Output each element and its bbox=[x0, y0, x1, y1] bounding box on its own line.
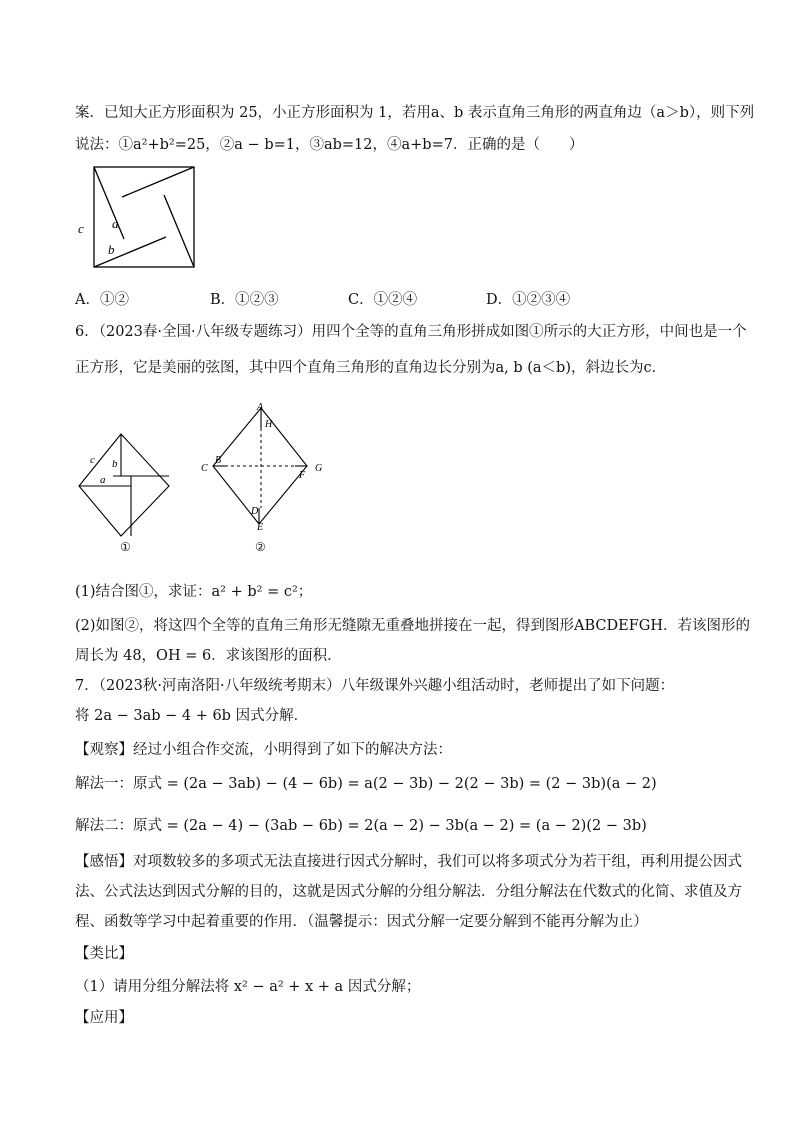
q7-line-2: 将 2a − 3ab − 4 + 6b 因式分解． bbox=[75, 708, 309, 724]
q6-fig2-label-D: D bbox=[251, 506, 259, 517]
q7-method-2: 解法二：原式 = (2a − 4) − (3ab − 6b) = 2(a − 2) − 3b(a − 2) = (a − 2)(2 − 3b) bbox=[75, 818, 647, 834]
q6-caption-2: ② bbox=[255, 540, 266, 554]
q6-fig1-label-c: c bbox=[90, 454, 95, 466]
q5-option-a: A．①② bbox=[75, 292, 129, 308]
q6-caption-1: ① bbox=[120, 540, 131, 554]
q6-fig2-label-H: H bbox=[265, 419, 273, 430]
q6-fig2-label-C: C bbox=[201, 463, 208, 474]
q5-line-2: 说法：①a²+b²=25，②a − b=1，③ab=12，④a+b=7．正确的是（ ） bbox=[75, 137, 584, 153]
q7-insight-1: 【感悟】对项数较多的多项式无法直接进行因式分解时，我们可以将多项式分为若干组，再利用提公因式 bbox=[75, 854, 742, 870]
q5-option-d: D．①②③④ bbox=[486, 292, 571, 308]
q6-fig2-label-B: B bbox=[215, 455, 222, 466]
q5-option-c: C．①②④ bbox=[348, 292, 418, 308]
q7-method-1: 解法一：原式 = (2a − 3ab) − (4 − 6b) = a(2 − 3b) − 2(2 − 3b) = (2 − 3b)(a − 2) bbox=[75, 776, 657, 792]
q6-line-2: 正方形，它是美丽的弦图，其中四个直角三角形的直角边长分别为a, b (a＜b)，斜边长为c． bbox=[75, 360, 667, 376]
q7-analogy-heading: 【类比】 bbox=[75, 946, 133, 962]
q6-line-1: 6．（2023春·全国·八年级专题练习）用四个全等的直角三角形拼成如图①所示的大正方形，中间也是一个 bbox=[75, 324, 747, 340]
q6-sub-1: (1)结合图①，求证：a² + b² = c²； bbox=[75, 584, 313, 600]
q6-fig2-label-F: F bbox=[299, 470, 306, 481]
q7-line-1: 7．（2023秋·河南洛阳·八年级统考期末）八年级课外兴趣小组活动时，老师提出了如下问题： bbox=[75, 678, 675, 694]
q7-observe: 【观察】经过小组合作交流，小明得到了如下的解决方法： bbox=[75, 742, 452, 758]
q7-insight-3: 程、函数等学习中起着重要的作用．（温馨提示：因式分解一定要分解到不能再分解为止） bbox=[75, 914, 648, 930]
q5-label-c: c bbox=[78, 221, 84, 236]
q5-line-1: 案．已知大正方形面积为 25，小正方形面积为 1，若用a、b 表示直角三角形的两直角边（a＞b），则下列 bbox=[75, 105, 755, 121]
q6-figure-1 bbox=[72, 430, 187, 544]
q5-figure bbox=[72, 162, 202, 278]
q7-apply-heading: 【应用】 bbox=[75, 1010, 133, 1026]
q6-fig2-label-A: A bbox=[257, 402, 264, 413]
q7-insight-2: 法、公式法达到因式分解的目的，这就是因式分解的分组分解法．分组分解法在代数式的化简、求值及方 bbox=[75, 884, 742, 900]
q6-figure-2 bbox=[195, 400, 335, 539]
q5-label-a: a bbox=[112, 216, 119, 231]
q6-fig2-label-E: E bbox=[257, 522, 264, 533]
q7-analogy-question: （1）请用分组分解法将 x² − a² + x + a 因式分解； bbox=[75, 979, 421, 995]
q5-option-b: B．①②③ bbox=[210, 292, 279, 308]
q6-fig1-label-b: b bbox=[112, 458, 118, 470]
q6-sub-2-line-1: (2)如图②，将这四个全等的直角三角形无缝隙无重叠地拼接在一起，得到图形ABCDEFGH．若该图形的 bbox=[75, 618, 751, 634]
q6-fig1-label-a: a bbox=[100, 474, 106, 486]
q6-sub-2-line-2: 周长为 48，OH = 6．求该图形的面积． bbox=[75, 648, 342, 664]
q5-label-b: b bbox=[108, 242, 115, 257]
q6-fig2-label-G: G bbox=[315, 463, 323, 474]
